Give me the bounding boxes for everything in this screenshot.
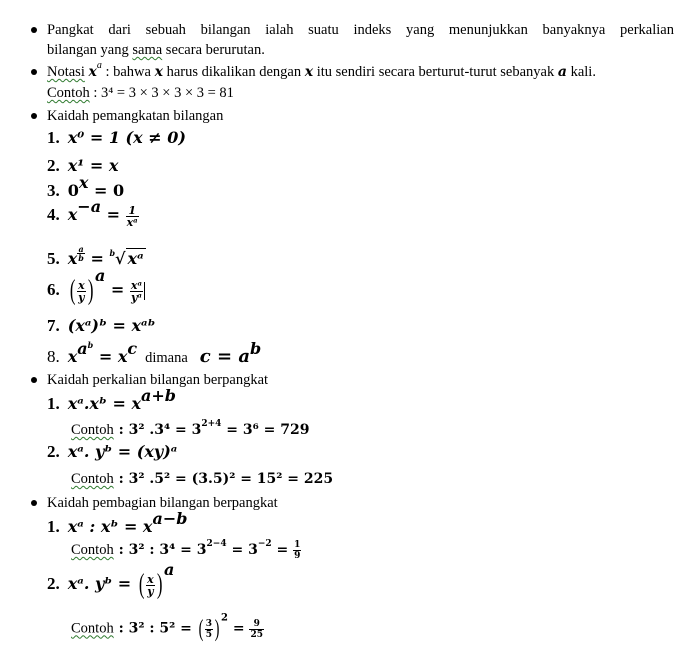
rule-4: 4. $x^{-a}$ = $\frac{1}{\text{xᵃ}}$ xyxy=(47,197,138,229)
bullet xyxy=(31,500,37,506)
rule-2: 2. xᵃ. yᵇ = ( $\frac{x}{y}$ ) $^a$ xyxy=(47,560,175,601)
section-heading: Kaidah perkalian bilangan berpangkat xyxy=(47,372,269,388)
bullet xyxy=(31,27,37,33)
example-line: Contoh : 3² .5² = (3.5)² = 15² = 225 xyxy=(71,471,334,487)
rule-1: 1. xᵃ.xᵇ = $x^{a+b}$ xyxy=(47,386,176,413)
rule-6: 6. ( $\frac{x}{y}$ ) $^a$ = $\frac{\text{xᵃ}}{\text{yᵃ}}$ xyxy=(47,276,145,305)
paragraph-line: bilangan yang sama secara berurutan. xyxy=(47,42,265,58)
rule-8: 8. $x^{a^b} = x^c$ dimana $c = a^b$ xyxy=(47,339,262,367)
bullet xyxy=(31,113,37,119)
example-line: Contoh : 3² $.3^4 = 3^{2+4} = 3^6 = 729$ xyxy=(71,419,310,438)
bullet xyxy=(31,377,37,383)
rule-2: 2. xᵃ. yᵇ = (xy)ᵃ xyxy=(47,442,178,461)
rule-7: 7. (xᵃ)ᵇ = xᵃᵇ xyxy=(47,316,156,335)
section-heading: Kaidah pemangkatan bilangan xyxy=(47,108,224,124)
notasi-line: Notasi $x^a$ : bahwa x harus dikalikan dengan x itu sendiri secara berturut-turut sebanyak a kali. xyxy=(47,60,596,80)
example-line: Contoh : 3⁴ = 3 × 3 × 3 × 3 = 81 xyxy=(47,85,234,101)
example-line: Contoh : 3² : 5² = ( $\frac{3}{5}$ ) $^2$ = $\frac{9}{25}$ xyxy=(71,612,264,642)
bullet xyxy=(31,69,37,75)
paragraph-line: Pangkat dari sebuah bilangan ialah suatu indeks yang menunjukkan banyaknya perkalian xyxy=(47,22,674,38)
rule-1: 1. xᵃ : xᵇ = $x^{a-b}$ xyxy=(47,509,188,536)
rule-5: 5. x $^{\frac{a}{b}}$ = $^b$√ xᵃ xyxy=(47,244,144,268)
rule-1: 1. x⁰ = 1 (x ≠ 0) xyxy=(47,128,186,147)
rule-3: 3. $0^x = 0$ xyxy=(47,173,125,200)
rule-2: 2. x¹ = x xyxy=(47,156,119,175)
section-heading: Kaidah pembagian bilangan berpangkat xyxy=(47,495,278,511)
example-line: Contoh : 3² : $3^4 = 3^{2-4} = 3^{-2}$ = $\frac{1}{9}$ xyxy=(71,539,301,561)
